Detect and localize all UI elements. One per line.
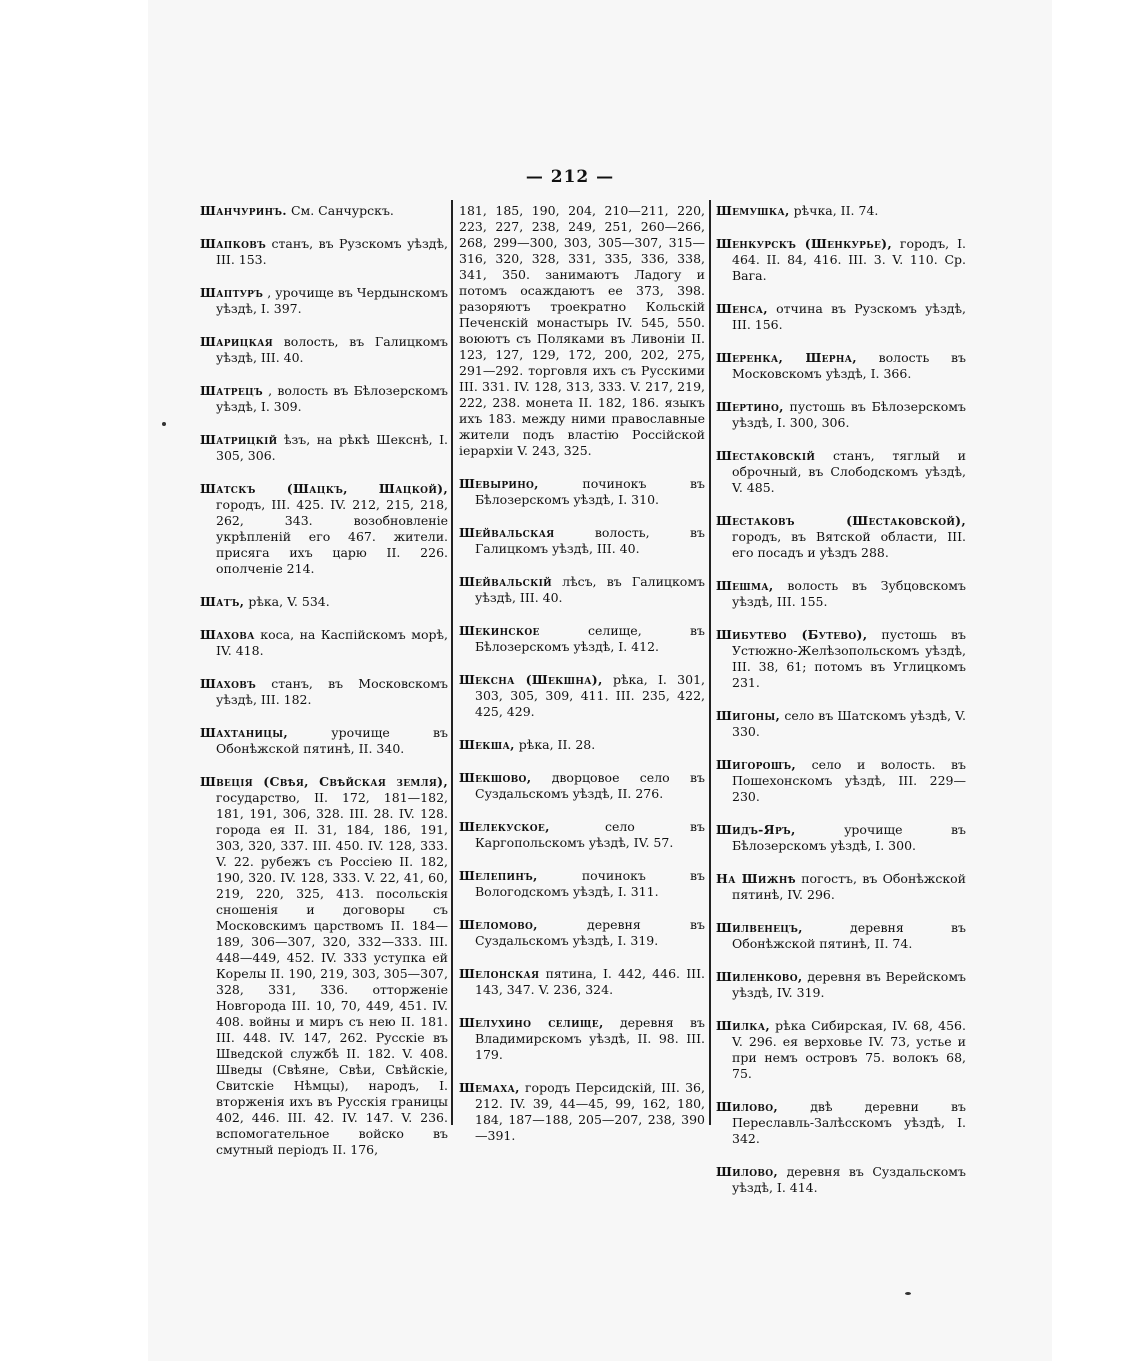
entry-text: См. Санчурскъ.	[290, 203, 394, 218]
entry-headword: Шаптуръ	[200, 285, 264, 300]
entry-headword: Шилово,	[716, 1099, 779, 1114]
entry-text: станъ, тяглый и оброчный, въ Слободскомъ уѣздѣ, V. 485.	[732, 448, 966, 495]
entry-text: деревня въ Владимирскомъ уѣздѣ, II. 98. III. 179.	[475, 1015, 705, 1062]
entry-text: государство, II. 172, 181—182, 181, 191, 306, 328. III. 28. IV. 128. города ея II. 31, 184, 186, 191, 303, 320, 337. III. 450. IV. 128, 333. V. 22. рубежъ съ Россіею II. 182, 190, 320. IV. 128, 333. V. 22, 41, 60, 219, 220, 325, 413. посольскія сношенія и договоры съ Московскимъ царствомъ II. 184—189, 306—307, 320, 332—333. III. 448—449, 452. IV. 333 уступка ей Корелы II. 190, 219, 303, 305—307, 328, 331, 336. отторженіе Новгорода III. 10, 70, 449, 451. IV. 408. войны и миръ съ нею II. 181. III. 448. IV. 147, 262. Русскіе въ Шведской службѣ II. 182. V. 408. Шведы (Свѣяне, Свѣи, Свѣйскіе, Свитскіе Нѣмцы), народъ, I. вторженія ихъ въ Русскія границы 402, 446. III. 42. IV. 147. V. 236. вспомогательное войско въ смутный періодъ II. 176,	[216, 790, 448, 1157]
entry-headword: На Шижнѣ	[716, 871, 796, 886]
index-column-1	[200, 203, 448, 1175]
index-entry	[459, 966, 705, 998]
entry-text: пустошь въ Устюжно-Желѣзопольскомъ уѣздѣ, III. 38, 61; потомъ въ Углицкомъ 231.	[732, 627, 966, 690]
entry-text: станъ, въ Московскомъ уѣздѣ, III. 182.	[216, 676, 448, 707]
entry-headword: Шекинское	[459, 623, 540, 638]
index-column-3	[716, 203, 966, 1213]
entry-headword: Шатрецъ	[200, 383, 263, 398]
index-entry	[716, 1099, 966, 1147]
index-entry	[200, 383, 448, 415]
index-column-2	[459, 203, 705, 1161]
entry-text: урочище въ Обонѣжской пятинѣ, II. 340.	[216, 725, 448, 756]
entry-text: деревня въ Обонѣжской пятинѣ, II. 74.	[732, 920, 966, 951]
entry-headword: Шексна (Шекшна),	[459, 672, 603, 687]
entry-text: деревня въ Суздальскомъ уѣздѣ, I. 319.	[475, 917, 705, 948]
entry-text: , урочище въ Чердынскомъ уѣздѣ, I. 397.	[216, 285, 448, 316]
entry-headword: Шелонская	[459, 966, 540, 981]
index-entry	[459, 819, 705, 851]
index-entry	[200, 334, 448, 366]
entry-headword: Шемушка,	[716, 203, 790, 218]
entry-text: рѣка, I. 301, 303, 305, 309, 411. III. 235, 422, 425, 429.	[475, 672, 706, 719]
entry-text: коса, на Каспійскомъ морѣ, IV. 418.	[216, 627, 448, 658]
index-entry	[459, 623, 705, 655]
index-entry	[459, 574, 705, 606]
entry-headword: Шелекуское,	[459, 819, 550, 834]
index-entry	[716, 1018, 966, 1082]
index-entry	[459, 672, 705, 720]
entry-text: село въ Каргопольскомъ уѣздѣ, IV. 57.	[475, 819, 705, 850]
entry-headword: Шигоны,	[716, 708, 781, 723]
entry-text: село въ Шатскомъ уѣздѣ, V. 330.	[732, 708, 966, 739]
index-entry	[200, 432, 448, 464]
index-entry	[716, 708, 966, 740]
entry-headword: Шелухино селище,	[459, 1015, 604, 1030]
entry-headword: Шекша,	[459, 737, 515, 752]
index-entry	[200, 594, 448, 610]
entry-headword: Шертино,	[716, 399, 784, 414]
entry-headword: Шахова	[200, 627, 255, 642]
index-entry	[716, 448, 966, 496]
index-entry	[459, 737, 705, 753]
entry-headword: Шанчуринъ.	[200, 203, 287, 218]
entry-headword: Шарицкая	[200, 334, 274, 349]
entry-text: деревня въ Верейскомъ уѣздѣ, IV. 319.	[732, 969, 966, 1000]
entry-text: , волость въ Бѣлозерскомъ уѣздѣ, I. 309.	[216, 383, 448, 414]
entry-headword: Шенкурскъ (Шенкурье),	[716, 236, 892, 251]
entry-text: пятина, I. 442, 446. III. 143, 347. V. 236, 324.	[475, 966, 705, 997]
index-entry	[200, 203, 448, 219]
index-entry	[459, 1080, 705, 1144]
entry-headword: Шейвальская	[459, 525, 555, 540]
index-entry	[716, 203, 966, 219]
entry-text: пустошь въ Бѣлозерскомъ уѣздѣ, I. 300, 306.	[732, 399, 966, 430]
entry-headword: Шенса,	[716, 301, 768, 316]
entry-headword: Шеломово,	[459, 917, 538, 932]
entry-text: рѣка, V. 534.	[248, 594, 330, 609]
index-entry	[459, 203, 705, 459]
entry-text: ѣзъ, на рѣкѣ Шекснѣ, I. 305, 306.	[216, 432, 449, 463]
entry-headword: Шейвальскій	[459, 574, 552, 589]
entry-text: станъ, въ Рузскомъ уѣздѣ, III. 153.	[216, 236, 448, 267]
entry-headword: Шиленково,	[716, 969, 803, 984]
index-entry	[716, 236, 966, 284]
entry-text: городъ, I. 464. II. 84, 416. III. 3. V. 110. Ср. Вага.	[732, 236, 966, 283]
entry-headword: Шатъ,	[200, 594, 245, 609]
index-entry	[200, 774, 448, 1158]
index-entry	[716, 513, 966, 561]
entry-text: городъ, III. 425. IV. 212, 215, 218, 262, 343. возобновленіе укрѣпленій его 467. жители. присяга ихъ царю II. 226. ополченіе 214.	[216, 497, 448, 576]
index-entry	[200, 725, 448, 757]
index-entry	[716, 822, 966, 854]
scan-speck	[162, 422, 166, 426]
entry-headword: Шапковъ	[200, 236, 267, 251]
entry-text: лѣсъ, въ Галицкомъ уѣздѣ, III. 40.	[475, 574, 705, 605]
entry-headword: Шилка,	[716, 1018, 770, 1033]
index-entry	[459, 1015, 705, 1063]
index-entry	[716, 1164, 966, 1196]
entry-text: волость въ Зубцовскомъ уѣздѣ, III. 155.	[732, 578, 966, 609]
entry-headword: Шаховъ	[200, 676, 257, 691]
entry-headword: Шелепинъ,	[459, 868, 538, 883]
entry-text: волость въ Московскомъ уѣздѣ, I. 366.	[732, 350, 966, 381]
entry-text: дворцовое село въ Суздальскомъ уѣздѣ, II. 276.	[475, 770, 705, 801]
index-entry	[716, 920, 966, 952]
index-entry	[716, 757, 966, 805]
index-entry	[716, 578, 966, 610]
entry-text: деревня въ Суздальскомъ уѣздѣ, I. 414.	[732, 1164, 966, 1195]
index-entry	[716, 627, 966, 691]
entry-text: отчина въ Рузскомъ уѣздѣ, III. 156.	[732, 301, 966, 332]
entry-text: волость, въ Галицкомъ уѣздѣ, III. 40.	[475, 525, 705, 556]
index-entry	[716, 350, 966, 382]
entry-text: починокъ въ Бѣлозерскомъ уѣздѣ, I. 310.	[475, 476, 705, 507]
entry-headword: Шилово,	[716, 1164, 779, 1179]
entry-headword: Шешма,	[716, 578, 774, 593]
page-number: — 212 —	[525, 167, 615, 187]
scan-speck	[905, 1292, 911, 1295]
entry-text: селище, въ Бѣлозерскомъ уѣздѣ, I. 412.	[475, 623, 705, 654]
entry-text: 181, 185, 190, 204, 210—211, 220, 223, 227, 238, 249, 251, 260—266, 268, 299—300, 303, 305—307, 315—316, 320, 328, 331, 335, 336, 338, 341, 350. занимаютъ Ладогу и потомъ осаждаютъ ее 373, 398. разоряютъ троекратно Кольскій Печенскій монастырь IV. 545, 550. воюютъ съ Поляками въ Ливоніи II. 123, 127, 129, 172, 200, 202, 275, 291—292. торговля ихъ съ Русскими III. 331. IV. 128, 313, 333. V. 217, 219, 222, 238. монета II. 182, 186. языкъ ихъ 183. между ними православные жители подъ властію Россійской іерархіи V. 243, 325.	[459, 203, 705, 458]
entry-text: рѣчка, II. 74.	[793, 203, 879, 218]
entry-text: урочище въ Бѣлозерскомъ уѣздѣ, I. 300.	[732, 822, 966, 853]
index-entry	[200, 676, 448, 708]
entry-headword: Шеренка, Шерна,	[716, 350, 857, 365]
entry-text: село и волость. въ Пошехонскомъ уѣздѣ, III. 229—230.	[732, 757, 966, 804]
index-entry	[200, 236, 448, 268]
index-entry	[716, 399, 966, 431]
entry-headword: Шибутево (Бутево),	[716, 627, 868, 642]
index-entry	[459, 476, 705, 508]
entry-headword: Шилвенецъ,	[716, 920, 803, 935]
index-entry	[716, 871, 966, 903]
index-entry	[200, 481, 448, 577]
column-divider	[709, 200, 711, 1125]
entry-text: погостъ, въ Обонѣжской пятинѣ, IV. 296.	[732, 871, 966, 902]
index-entry	[200, 285, 448, 317]
entry-headword: Шатрицкій	[200, 432, 278, 447]
entry-text: рѣка Сибирская, IV. 68, 456. V. 296. ея верховье IV. 73, устье и при немъ островъ 75. волокъ 68, 75.	[732, 1018, 966, 1081]
entry-headword: Шемаха,	[459, 1080, 520, 1095]
entry-text: рѣка, II. 28.	[518, 737, 596, 752]
entry-headword: Шахтаницы,	[200, 725, 289, 740]
index-entry	[459, 868, 705, 900]
entry-headword: Швеція (Свѣя, Свѣйская земля),	[200, 774, 448, 789]
entry-text: городъ Персидскій, III. 36, 212. IV. 39, 44—45, 99, 162, 180, 184, 187—188, 205—207, 238, 390—391.	[475, 1080, 705, 1143]
entry-text: волость, въ Галицкомъ уѣздѣ, III. 40.	[216, 334, 448, 365]
index-entry	[200, 627, 448, 659]
entry-headword: Шекшово,	[459, 770, 532, 785]
index-entry	[459, 917, 705, 949]
index-entry	[716, 969, 966, 1001]
entry-headword: Шигорошъ,	[716, 757, 797, 772]
entry-text: починокъ въ Вологодскомъ уѣздѣ, I. 311.	[475, 868, 705, 899]
entry-headword: Шидъ-Яръ,	[716, 822, 796, 837]
index-entry	[716, 301, 966, 333]
entry-headword: Шестаковъ (Шестаковской),	[716, 513, 966, 528]
entry-headword: Шатскъ (Шацкъ, Шацкой),	[200, 481, 448, 496]
entry-headword: Шестаковскій	[716, 448, 816, 463]
entry-text: городъ, въ Вятской области, III. его посадъ и уѣздъ 288.	[732, 529, 966, 560]
entry-headword: Шевырино,	[459, 476, 539, 491]
column-divider	[451, 200, 453, 1125]
index-entry	[459, 770, 705, 802]
index-entry	[459, 525, 705, 557]
entry-text: двѣ деревни въ Переславль-Залѣсскомъ уѣздѣ, I. 342.	[732, 1099, 966, 1146]
